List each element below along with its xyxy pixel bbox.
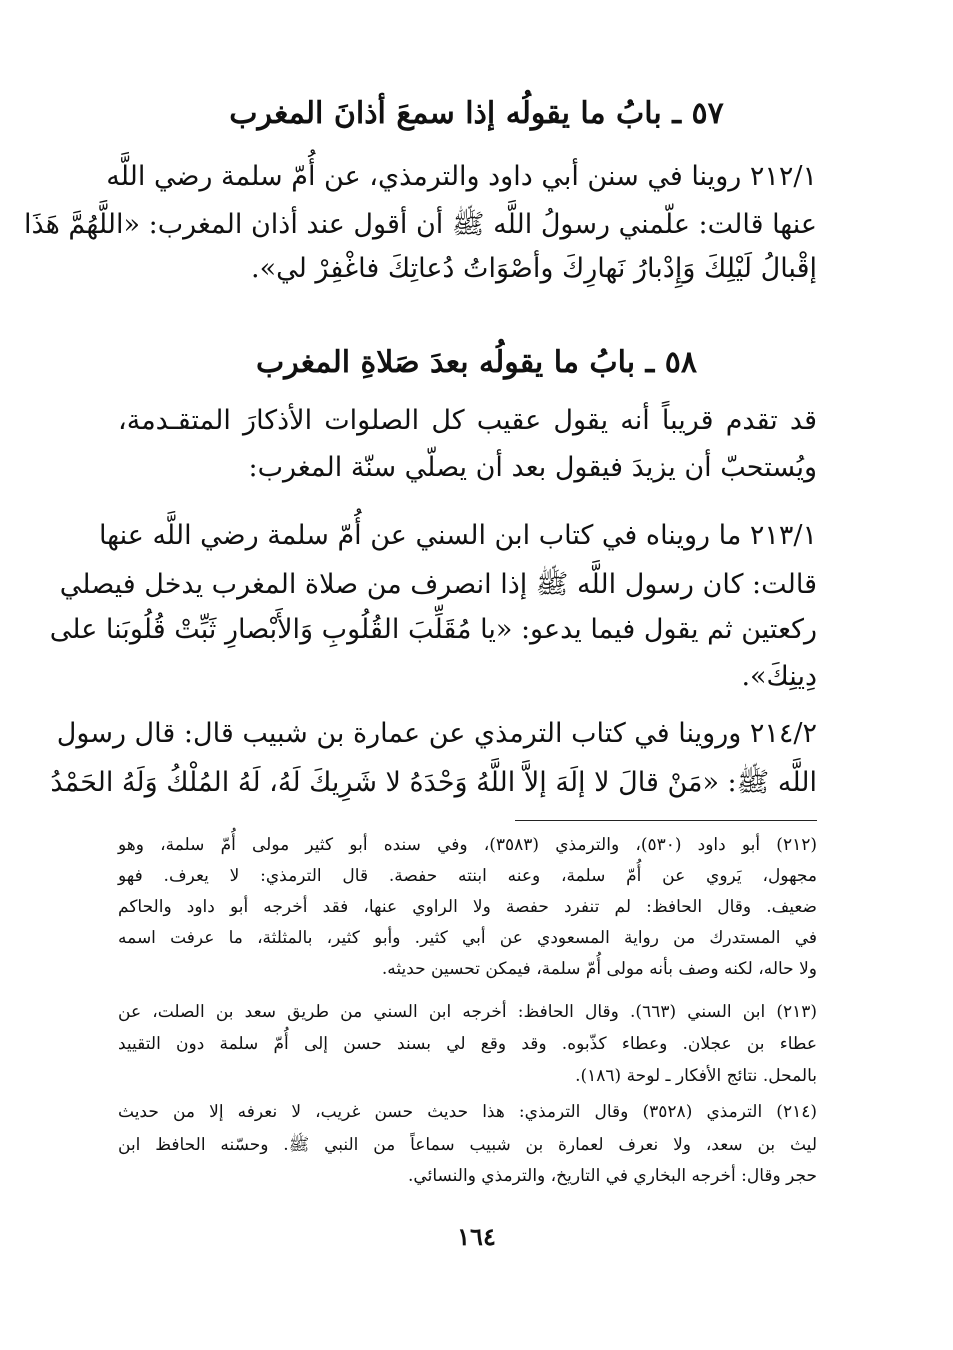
hadith-212-line-3: إقْبالُ لَيْلِكَ وَإِدْبارُ نَهارِكَ وأصْوَاتُ دُعاتِكَ فاغْفِرْ لي». xyxy=(251,253,817,284)
footnote-213-line-2: عطاء بن عجلان. وعطاء كذّبوه. وقد وقع لي بسند حسن إلى أُمّ سلمة دون التقييد xyxy=(118,1034,817,1054)
footnote-divider xyxy=(515,820,817,821)
footnote-214-line-3: حجر وقال: أخرجه البخاري في التاريخ، والترمذي والنسائي. xyxy=(408,1166,817,1186)
hadith-213-line-3: ركعتين ثم يقول فيما يدعو: «يا مُقَلِّبَ القُلُوبِ وَالأَبْصارِ ثَبِّتْ قُلُوبَنا على xyxy=(49,614,817,645)
footnote-214-line-1: (٢١٤) الترمذي (٣٥٢٨) وقال الترمذي: هذا حديث حسن غريب، لا نعرفه إلا من حديث xyxy=(118,1102,817,1122)
hadith-214-line-1: ٢١٤/٢ وروينا في كتاب الترمذي عن عمارة بن شبيب قال: قال رسول xyxy=(56,718,817,749)
hadith-213-line-4: دِينِكَ». xyxy=(741,661,817,692)
footnote-213-line-3: بالمحل. نتائج الأفكار ـ لوحة (١٨٦). xyxy=(575,1066,817,1086)
hadith-213-line-2: قالت: كان رسول اللَّه ﷺ إذا انصرف من صلاة المغرب يدخل فيصلي xyxy=(59,569,817,600)
footnote-213-line-1: (٢١٣) ابن السني (٦٦٣). وقال الحافظ: أخرجه ابن السني من طريق سعد بن الصلت، عن xyxy=(118,1002,817,1022)
footnote-212-line-5: ولا حاله، لكنه وصف بأنه مولى أُمّ سلمة، فيمكن تحسين حديثه. xyxy=(381,959,817,979)
chapter-heading-58: ٥٨ ـ بابُ ما يقولُه بعدَ صَلاةِ المغرب xyxy=(255,345,698,380)
chapter-heading-57: ٥٧ ـ بابُ ما يقولُه إذا سمعَ أذانَ المغرب xyxy=(229,96,724,131)
hadith-212-line-1: ٢١٢/١ روينا في سنن أبي داود والترمذي، عن أُمّ سلمة رضي اللَّه xyxy=(106,161,817,192)
footnote-212-line-1: (٢١٢) أبو داود (٥٣٠)، والترمذي (٣٥٨٣)، وفي سنده أبو كثير مولى أُمّ سلمة، وهو xyxy=(118,835,817,855)
footnote-212-line-3: ضعيف. وقال الحافظ: لم تنفرد حفصة ولا الراوي عنها، فقد أخرجه أبو داود والحاكم xyxy=(118,897,817,917)
footnote-212-line-4: في المستدرك من رواية المسعودي عن أبي كثير. وأبو كثير، بالمثلثة، ما عرفت اسمه xyxy=(118,928,817,948)
hadith-213-line-1: ٢١٣/١ ما رويناه في كتاب ابن السني عن أُمّ سلمة رضي اللَّه عنها xyxy=(98,520,817,551)
hadith-212-line-2: عنها قالت: علّمني رسولُ اللَّه ﷺ أن أقول عند أذان المغرب: «اللَّهُمَّ هَذَا xyxy=(23,209,817,240)
intro-line-2: ويُستحبّ أن يزيدَ فيقول بعد أن يصلّي سنّة المغرب: xyxy=(248,452,817,483)
page-number: ١٦٤ xyxy=(457,1222,496,1251)
hadith-214-line-2: اللَّه ﷺ: «مَنْ قالَ لا إلَهَ إلاَّ اللَّهُ وَحْدَهُ لا شَرِيكَ لَهُ، لَهُ المُلْكُ وَلَهُ الحَمْدُ xyxy=(50,767,817,798)
footnote-212-line-2: مجهول، يَروي عن أُمّ سلمة، وعنه ابنته حفصة. قال الترمذي: لا يعرف. فهو xyxy=(118,866,817,886)
footnote-214-line-2: ليث بن سعد، ولا نعرف لعمارة بن شبيب سماعاً من النبي ﷺ. وحسّنه الحافظ ابن xyxy=(118,1135,817,1155)
intro-line-1: قد تقدم قريباً أنه يقول عقيب كل الصلوات الأذكارَ المتقـدمة، xyxy=(118,405,817,436)
